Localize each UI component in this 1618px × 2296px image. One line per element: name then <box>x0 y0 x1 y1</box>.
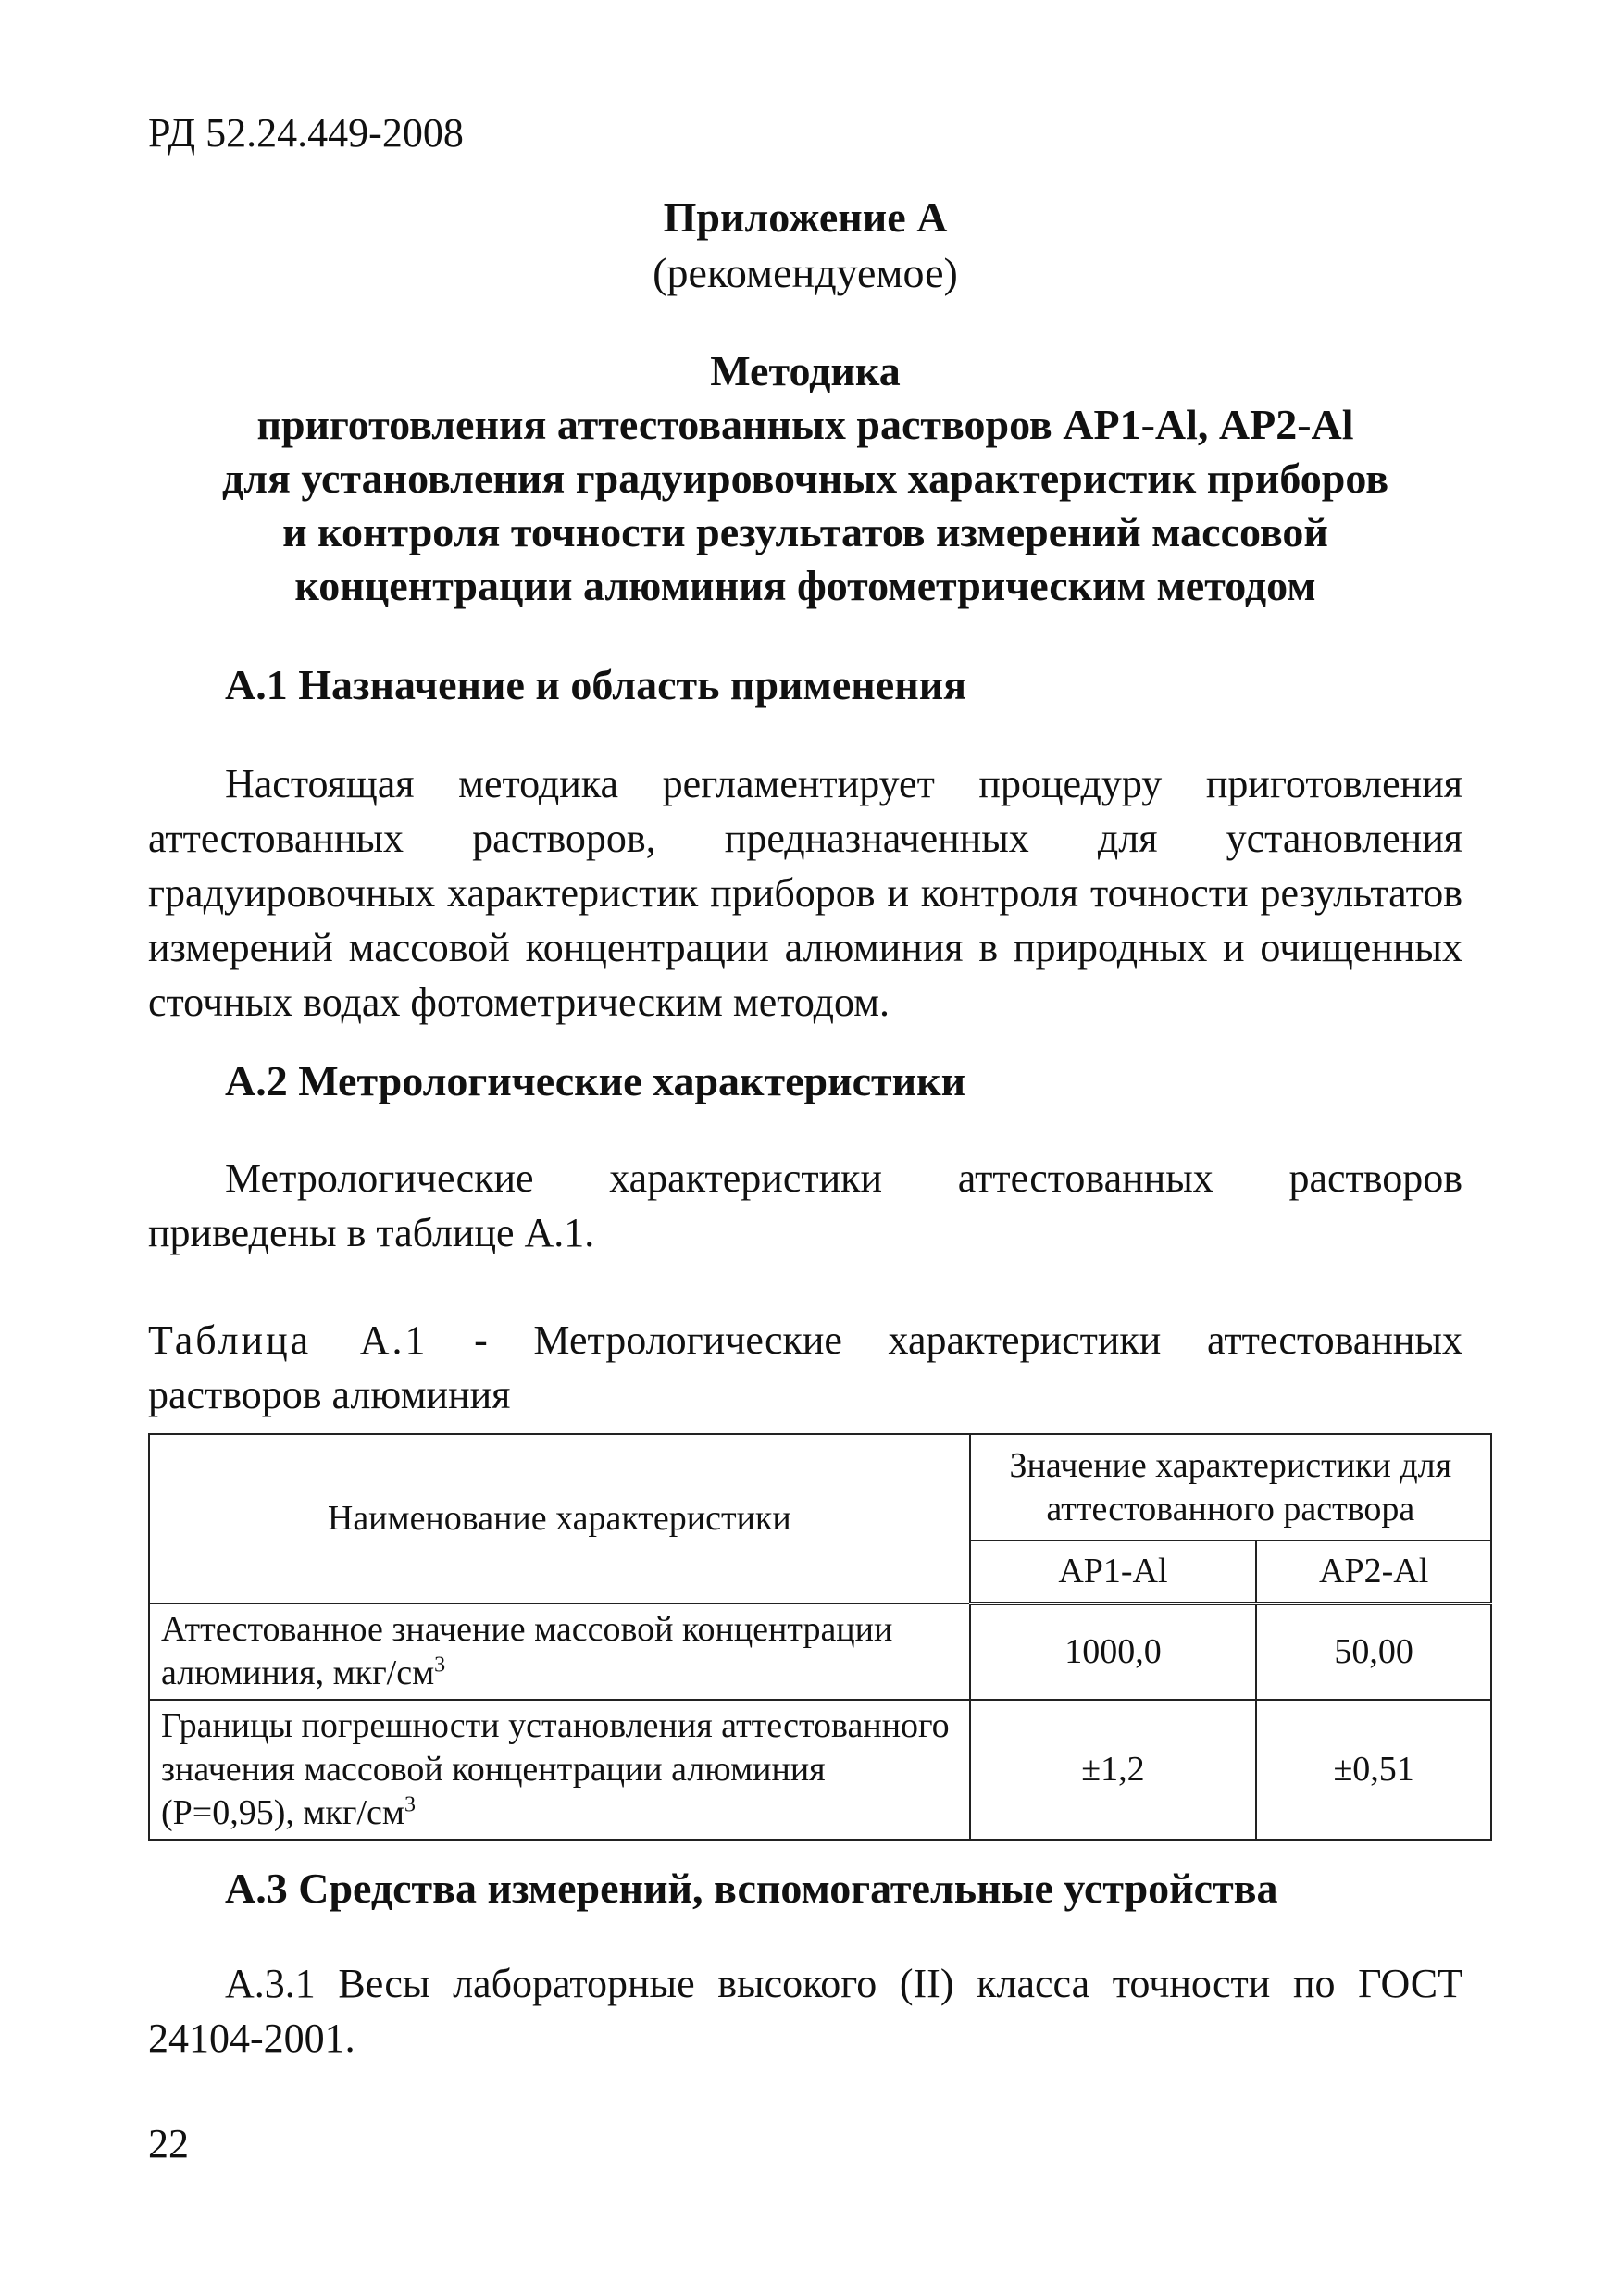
table-caption-label: Таблица А.1 <box>148 1317 429 1363</box>
header-cell-value: Значение характеристики для аттестованного раствора <box>970 1434 1491 1541</box>
section-a3-heading: А.3 Средства измерений, вспомогательные устройства <box>225 1865 1278 1912</box>
subheader-cell-ap2: АР2-Al <box>1256 1541 1491 1603</box>
row-value-ap1: ±1,2 <box>970 1700 1257 1840</box>
section-a3-text: А.3.1 Весы лабораторные высокого (II) класса точности по ГОСТ 24104-2001. <box>148 1961 1462 2061</box>
row-value-ap1: 1000,0 <box>970 1603 1257 1700</box>
row-value-ap2: 50,00 <box>1256 1603 1491 1700</box>
method-title-line: для установления градуировочных характеристик приборов <box>221 455 1389 502</box>
row-value-ap2: ±0,51 <box>1256 1700 1491 1840</box>
appendix-subtitle: (рекомендуемое) <box>653 249 958 296</box>
method-title-line: приготовления аттестованных растворов АР1-Al, АР2-Al <box>256 401 1354 448</box>
method-title <box>148 344 1462 613</box>
table-row <box>149 1700 1491 1840</box>
row-name-text: Аттестованное значение массовой концентрации алюминия, мкг/см <box>161 1610 893 1692</box>
appendix-heading <box>148 190 1462 301</box>
section-a1-heading: А.1 Назначение и область применения <box>225 661 967 708</box>
page-number: 22 <box>148 2121 189 2166</box>
subheader-cell-ap1: АР1-Al <box>970 1541 1257 1603</box>
table-caption-text: - Метрологические характеристики аттестованных растворов алюминия <box>148 1317 1462 1417</box>
table-caption <box>148 1313 1462 1422</box>
row-name-text: Границы погрешности установления аттестованного значения массовой концентрации алюминия (Р=0,95), мкг/см <box>161 1706 950 1832</box>
unit-superscript: 3 <box>404 1792 416 1817</box>
row-name-cell <box>149 1700 970 1840</box>
unit-superscript: 3 <box>434 1653 446 1678</box>
section-a1-text: Настоящая методика регламентирует процедуру приготовления аттестованных растворов, предназначенных для установления градуировочных характеристик приборов и контроля точности результатов измерений массовой концентрации алюминия в природных и очищенных сточных водах фотометрическим методом. <box>148 761 1462 1025</box>
section-a2-text: Метрологические характеристики аттестованных растворов приведены в таблице А.1. <box>148 1155 1462 1255</box>
table-header-row <box>149 1434 1491 1541</box>
row-name-cell <box>149 1603 970 1700</box>
appendix-title: Приложение А <box>663 193 948 241</box>
metrology-table <box>148 1433 1492 1841</box>
document-code: РД 52.24.449-2008 <box>148 110 464 156</box>
header-cell-name: Наименование характеристики <box>149 1434 970 1603</box>
table-row <box>149 1603 1491 1700</box>
method-title-line: Методика <box>710 347 901 394</box>
method-title-line: концентрации алюминия фотометрическим методом <box>294 562 1316 609</box>
section-a2-heading: А.2 Метрологические характеристики <box>225 1057 966 1104</box>
method-title-line: и контроля точности результатов измерений массовой <box>282 508 1328 555</box>
